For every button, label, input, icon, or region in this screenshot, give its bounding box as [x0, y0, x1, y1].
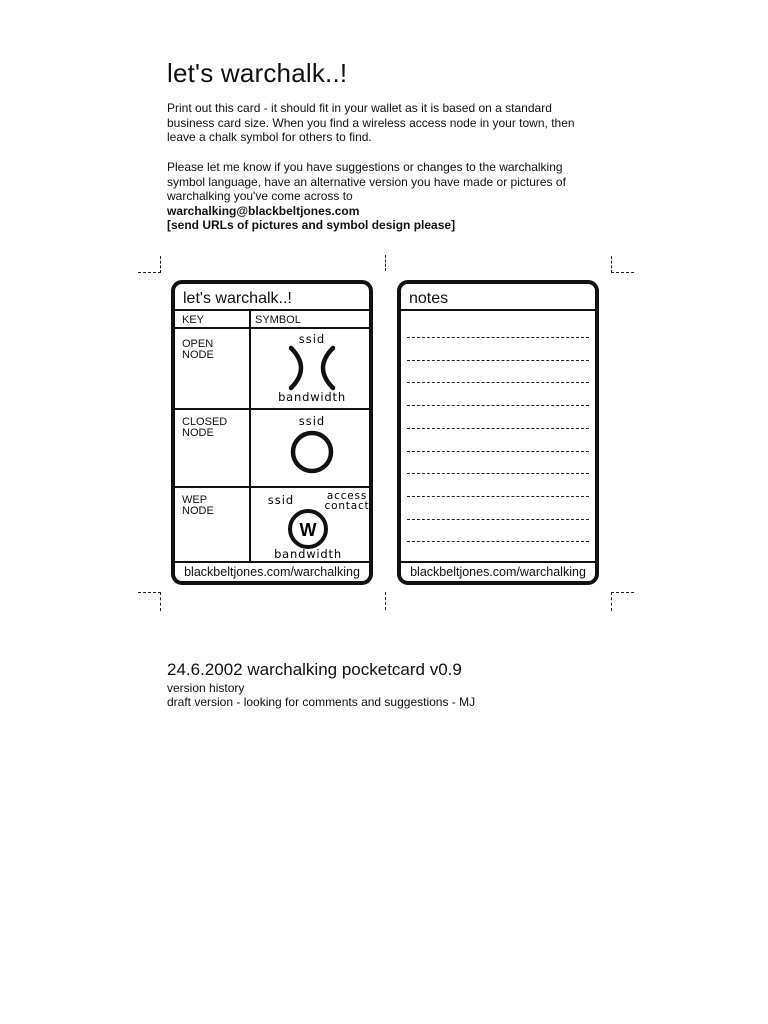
notes-writing-line	[407, 405, 589, 406]
crop-mark-top-center	[385, 255, 386, 271]
version-history-label: version history	[167, 681, 245, 695]
notes-writing-line	[407, 519, 589, 520]
open-node-bandwidth-label: bandwidth	[278, 390, 346, 404]
open-node-symbol-icon	[251, 330, 373, 406]
symbol-column-header: SYMBOL	[255, 314, 301, 326]
notes-card	[397, 280, 599, 585]
crop-mark-top-left	[138, 256, 161, 273]
wep-node-symbol-icon	[251, 487, 373, 563]
notes-writing-line	[407, 496, 589, 497]
crop-mark-bottom-right	[611, 592, 634, 611]
footer-title: 24.6.2002 warchalking pocketcard v0.9	[167, 660, 462, 679]
open-node-label: OPEN NODE	[182, 338, 214, 361]
suggestions-text: Please let me know if you have suggestions or changes to the warchalking symbol language, have an alternative version you have made or pictures of warchalking you've come across to	[167, 160, 566, 204]
crop-mark-bottom-center	[385, 592, 386, 610]
closed-node-label: CLOSED NODE	[182, 416, 228, 439]
open-node-ssid-label: ssid	[298, 332, 326, 346]
draft-note: draft version - looking for comments and suggestions - MJ	[167, 695, 476, 709]
crop-mark-top-right	[611, 256, 634, 273]
notes-writing-line	[407, 473, 589, 474]
closed-node-symbol-icon	[251, 410, 373, 486]
notes-card-title: notes	[401, 284, 595, 311]
notes-writing-line	[407, 360, 589, 361]
wep-node-label: WEP NODE	[182, 494, 214, 517]
notes-writing-line	[407, 541, 589, 542]
contact-email[interactable]: warchalking@blackbeltjones.com	[167, 203, 360, 218]
key-table-header	[175, 311, 369, 329]
warchalk-key-card	[171, 280, 373, 585]
notes-card-footer-url[interactable]: blackbeltjones.com/warchalking	[401, 561, 595, 581]
notes-writing-line	[407, 428, 589, 429]
key-card-title: let's warchalk..!	[175, 284, 369, 311]
intro-paragraph: Print out this card - it should fit in your wallet as it is based on a standard business card size. When you find a wireless access node in your town, then leave a chalk symbol for others to find.	[167, 101, 575, 145]
notes-writing-line	[407, 382, 589, 383]
wep-node-access-label: access	[326, 490, 368, 502]
submission-request: [send URLs of pictures and symbol design please]	[167, 218, 456, 233]
key-column-header: KEY	[182, 314, 205, 326]
closed-node-ssid-label: ssid	[298, 414, 326, 428]
page-title: let's warchalk..!	[167, 58, 348, 88]
wep-node-contact-label: contact	[324, 500, 370, 512]
wep-node-ssid-label: ssid	[267, 493, 295, 507]
wep-node-glyph: W	[299, 520, 317, 540]
suggestions-paragraph	[167, 160, 587, 233]
key-card-footer-url[interactable]: blackbeltjones.com/warchalking	[175, 561, 369, 581]
crop-mark-bottom-left	[138, 592, 161, 611]
notes-writing-line	[407, 337, 589, 338]
wep-node-bandwidth-label: bandwidth	[274, 547, 342, 561]
notes-writing-line	[407, 451, 589, 452]
